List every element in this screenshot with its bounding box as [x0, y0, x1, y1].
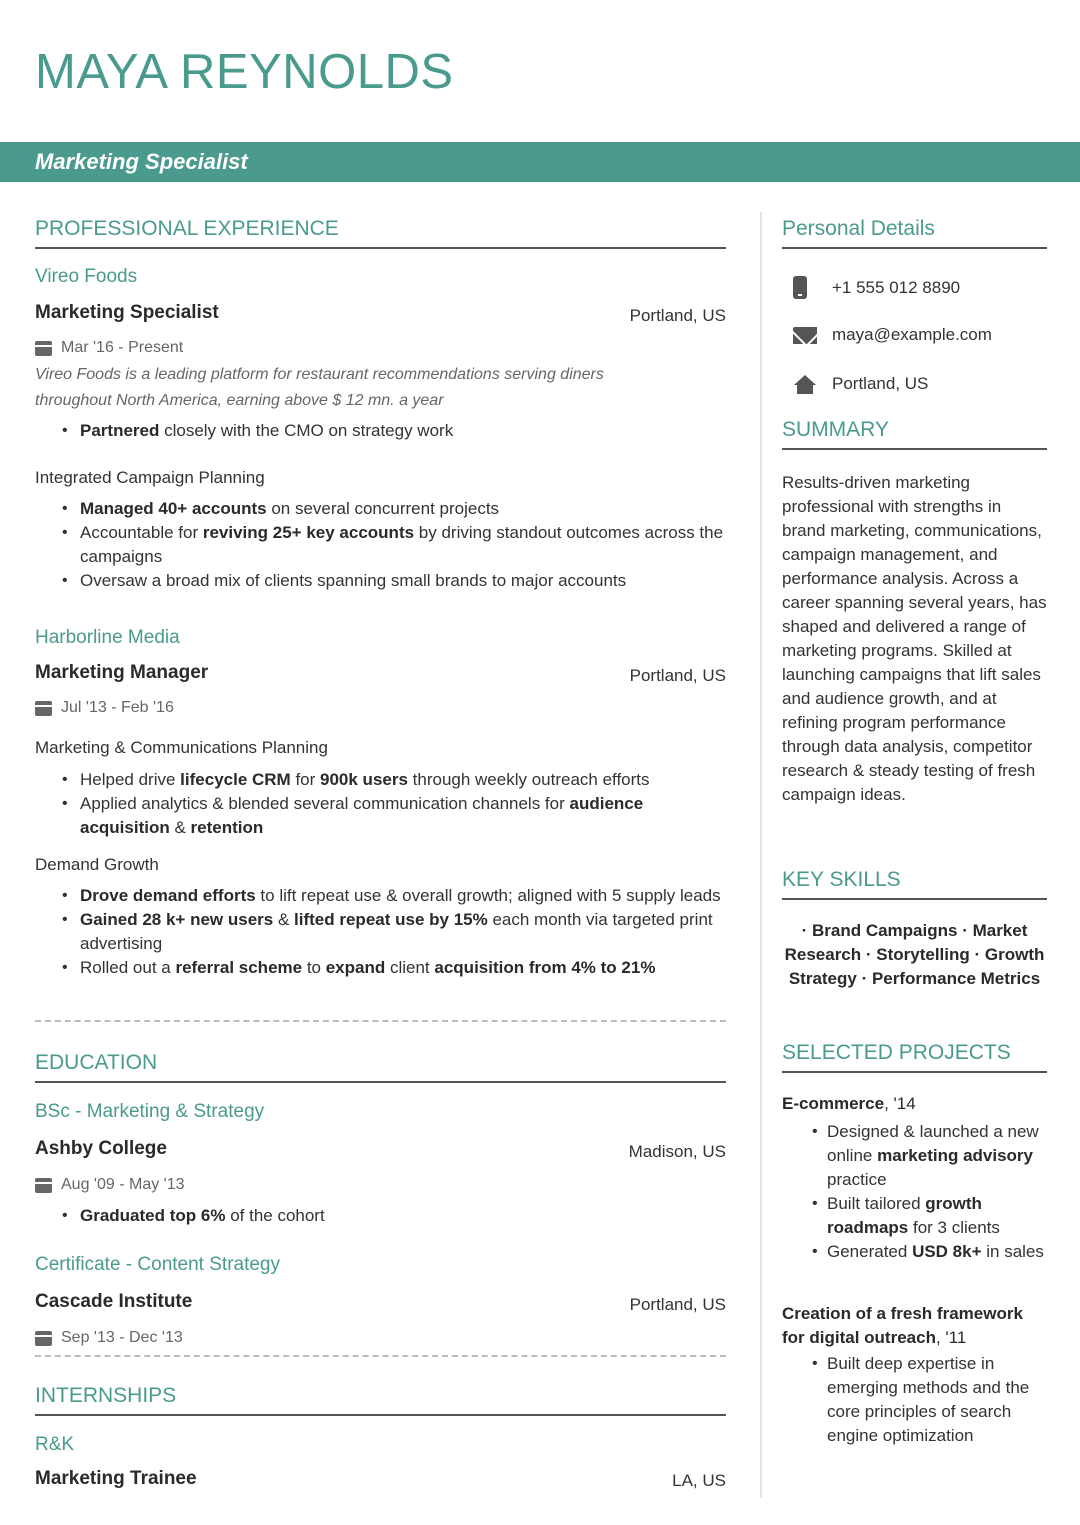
project-title: Creation of a fresh framework for digital outreach, '11 [782, 1304, 1023, 1347]
date-text: Mar '16 - Present [61, 339, 184, 356]
list-item: • Drove demand efforts to lift repeat use & overall growth; aligned with 5 supply leads [35, 884, 726, 908]
list-item: • Generated USD 8k+ in sales [782, 1240, 1047, 1264]
candidate-name: MAYA REYNOLDS [35, 45, 454, 99]
company-description: Vireo Foods is a leading platform for restaurant recommendations serving diners throughout North America, earning above $ 12 mn. a year [35, 366, 604, 409]
home-icon [794, 375, 816, 385]
list-item: • Built deep expertise in emerging methods and the core principles of search engine optimization [782, 1352, 1047, 1448]
location-detail [782, 374, 928, 394]
title-band [0, 142, 1080, 182]
degree-name: Certificate - Content Strategy [35, 1254, 280, 1275]
company-name: Vireo Foods [35, 266, 138, 287]
section-divider [35, 1020, 726, 1022]
section-divider [35, 1355, 726, 1357]
section-title-summary: SUMMARY [782, 418, 1047, 450]
calendar-icon [35, 1331, 52, 1346]
job-location: LA, US [672, 1471, 726, 1490]
group-title: Demand Growth [35, 855, 159, 874]
list-item: • Gained 28 k+ new users & lifted repeat use by 15% each month via targeted print advertising [35, 908, 726, 956]
company-name: R&K [35, 1434, 75, 1455]
list-item: • Accountable for reviving 25+ key accounts by driving standout outcomes across the campaigns [35, 521, 726, 569]
phone-icon [793, 276, 807, 299]
project-title: E-commerce, '14 [782, 1094, 916, 1113]
list-item: • Rolled out a referral scheme to expand client acquisition from 4% to 21% [35, 956, 726, 980]
section-title-education: EDUCATION [35, 1051, 726, 1083]
phone-detail [782, 276, 960, 299]
group-title: Marketing & Communications Planning [35, 738, 328, 757]
school-location: Madison, US [628, 1142, 726, 1161]
date-text: Aug '09 - May '13 [61, 1176, 185, 1193]
list-item: • Built tailored growth roadmaps for 3 clients [782, 1192, 1047, 1240]
list-item: • Managed 40+ accounts on several concurrent projects [35, 497, 726, 521]
bullet-list [35, 884, 726, 980]
list-item: • Graduated top 6% of the cohort [35, 1204, 726, 1228]
list-item: • Partnered closely with the CMO on strategy work [35, 419, 726, 443]
bullet-list [35, 1204, 726, 1228]
bullet-list [782, 1120, 1047, 1264]
skill-item: Market Research [784, 921, 1028, 964]
job-title: Marketing Specialist [35, 149, 248, 174]
job-role: Marketing Manager [35, 662, 209, 683]
company-name: Harborline Media [35, 627, 180, 648]
email-address: maya@example.com [832, 325, 992, 344]
school-name: Cascade Institute [35, 1291, 193, 1312]
section-title-experience: PROFESSIONAL EXPERIENCE [35, 217, 726, 249]
education-dates [35, 1329, 183, 1347]
school-name: Ashby College [35, 1138, 167, 1159]
summary-text: Results-driven marketing professional with strengths in brand marketing, communications, campaign management, and performance analysis. Across a career spanning several years, has shaped and delivered a range of marketing programs. Skilled at launching campaigns that lift sales and audience growth, and at refining program performance through data analysis, competitor research & steady testing of fresh campaign ideas. [782, 473, 1047, 804]
skills-list: · Brand Campaigns · Market Research · Storytelling · Growth Strategy · Performance Metrics [784, 921, 1045, 988]
job-role: Marketing Trainee [35, 1468, 197, 1489]
mail-icon [793, 327, 817, 344]
highlight-list [35, 419, 726, 443]
list-item: • Designed & launched a new online marketing advisory practice [782, 1120, 1047, 1192]
list-item: • Oversaw a broad mix of clients spanning small brands to major accounts [35, 569, 726, 593]
job-dates [35, 339, 183, 357]
section-title-personal: Personal Details [782, 217, 1047, 249]
job-dates [35, 699, 174, 717]
skill-item: Growth Strategy [788, 945, 1045, 988]
job-location: Portland, US [629, 306, 726, 325]
education-dates [35, 1176, 185, 1194]
bullet-list [782, 1352, 1047, 1448]
job-location: Portland, US [629, 666, 726, 685]
skill-item: Performance Metrics [871, 969, 1041, 988]
calendar-icon [35, 341, 52, 356]
calendar-icon [35, 1178, 52, 1193]
date-text: Jul '13 - Feb '16 [61, 699, 174, 716]
degree-name: BSc - Marketing & Strategy [35, 1101, 265, 1122]
skill-item: Brand Campaigns [811, 921, 958, 940]
calendar-icon [35, 701, 52, 716]
email-detail [782, 325, 992, 345]
date-text: Sep '13 - Dec '13 [61, 1329, 183, 1346]
section-title-internships: INTERNSHIPS [35, 1384, 726, 1416]
phone-number: +1 555 012 8890 [832, 277, 961, 297]
bullet-list [35, 497, 726, 593]
job-role: Marketing Specialist [35, 302, 219, 323]
bullet-list [35, 768, 726, 840]
school-location: Portland, US [629, 1295, 726, 1314]
list-item: • Helped drive lifecycle CRM for 900k users through weekly outreach efforts [35, 768, 726, 792]
location-text: Portland, US [832, 374, 929, 393]
skill-item: Storytelling [876, 945, 970, 964]
list-item: • Applied analytics & blended several communication channels for audience acquisition & retention [35, 792, 726, 840]
section-title-projects: SELECTED PROJECTS [782, 1041, 1047, 1073]
group-title: Integrated Campaign Planning [35, 468, 265, 487]
column-divider [760, 212, 762, 1498]
section-title-skills: KEY SKILLS [782, 868, 1047, 900]
